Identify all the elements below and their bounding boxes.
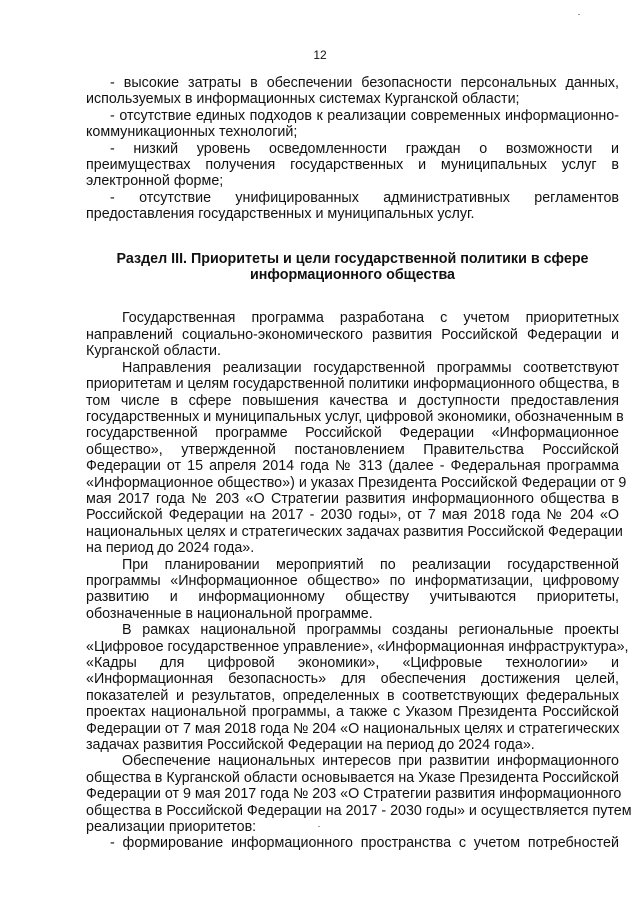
text-line: Федерации от 9 мая 2017 года № 203 «О Стратегии развития информационного [86, 786, 622, 803]
text-line: показателей и результатов, определенных в соответствующих федеральных [86, 687, 619, 704]
text-line: общества в Курганской области основывается на Указе Президента Российской [86, 769, 619, 786]
text-line: предоставления государственных и муниципальных услуг. [86, 206, 475, 223]
text-line: - отсутствие единых подходов к реализации современных информационно- [110, 107, 619, 124]
section-heading [86, 251, 619, 284]
scan-speck [578, 14, 580, 15]
text-line: государственных и муниципальных услуг, цифровой экономики, обозначенным в [86, 408, 624, 425]
paragraph [86, 359, 627, 557]
text-line: - низкий уровень осведомленности граждан о возможности и [110, 140, 619, 157]
text-line: «Информационная безопасность» для обеспечения достижения целей, [86, 671, 619, 688]
text-line: - отсутствие унифицированных административных регламентов [110, 189, 619, 206]
list-item [86, 190, 619, 223]
text-line: - высокие затраты в обеспечении безопасности персональных данных, [110, 75, 619, 91]
text-line: реализации приоритетов: [86, 819, 257, 836]
text-line: программы «Информационное общество» по информатизации, цифровому [86, 572, 619, 589]
section-heading-line: информационного общества [249, 267, 456, 284]
section-heading-line: Раздел III. Приоритеты и цели государственной политики в сфере [116, 250, 589, 267]
text-line: «Цифровое государственное управление», «Информационная инфраструктура», [86, 638, 629, 655]
paragraph [86, 310, 619, 359]
text-line: Обеспечение национальных интересов при развитии информационного [122, 753, 619, 770]
scan-speck [318, 826, 320, 827]
text-line: При планировании мероприятий по реализации государственной [122, 556, 619, 573]
text-line: задачах развития Российской Федерации на период до 2024 года». [86, 737, 535, 754]
document-body [86, 75, 632, 852]
paragraph [86, 753, 632, 836]
text-line: В рамках национальной программы созданы региональные проекты [122, 622, 619, 639]
text-line: проектах национальной программы, а также с Указом Президента Российской [86, 704, 619, 721]
text-line: направлений социально-экономического развития Российской Федерации и [86, 326, 619, 343]
text-line: общества в Российской Федерации на 2017 - 2030 годы» и осуществляется путем [86, 802, 632, 819]
text-line: используемых в информационных системах Курганской области; [86, 91, 520, 108]
text-line: коммуникационных технологий; [86, 124, 298, 141]
text-line: Курганской области. [86, 343, 221, 360]
text-line: Федерации от 15 апреля 2014 года № 313 (далее - Федеральная программа [86, 458, 619, 475]
text-line: преимуществах получения государственных и муниципальных услуг в [86, 157, 619, 174]
text-line: на период до 2024 года». [86, 540, 255, 557]
page-number: 12 [313, 48, 327, 62]
list-item [86, 75, 619, 108]
list-item [86, 108, 619, 141]
text-line: Направления реализации государственной программы соответствуют [122, 359, 619, 376]
text-line: государственной программе Российской Федерации «Информационное [86, 425, 619, 442]
list-item [86, 141, 619, 190]
text-line: электронной форме; [86, 173, 224, 190]
paragraph [86, 557, 619, 623]
text-line: мая 2017 года № 203 «О Стратегии развития информационного общества в [86, 490, 619, 507]
text-line: общество», утвержденной постановлением Правительства Российской [86, 441, 619, 458]
list-item [86, 835, 619, 851]
paragraph [86, 622, 629, 754]
text-line: Государственная программа разработана с учетом приоритетных [122, 310, 619, 327]
text-line: «Информационное общество») и указах Президента Российской Федерации от 9 [86, 474, 627, 491]
text-line: развитию и информационному обществу учитываются приоритеты, [86, 589, 619, 606]
text-line: Федерации от 7 мая 2018 года № 204 «О национальных целях и стратегических [86, 720, 620, 737]
text-line: Российской Федерации на 2017 - 2030 годы», от 7 мая 2018 года № 204 «О [86, 507, 619, 524]
text-line: том числе в сфере повышения качества и доступности предоставления [86, 392, 619, 409]
text-line: - формирование информационного пространства с учетом потребностей [110, 835, 619, 852]
text-line: приоритетам и целям государственной политики информационного общества, в [86, 376, 620, 393]
text-line: «Кадры для цифровой экономики», «Цифровые технологии» и [86, 655, 619, 671]
text-line: национальных целях и стратегических задачах развития Российской Федерации [86, 523, 623, 540]
text-line: обозначенные в национальной программе. [86, 605, 373, 622]
